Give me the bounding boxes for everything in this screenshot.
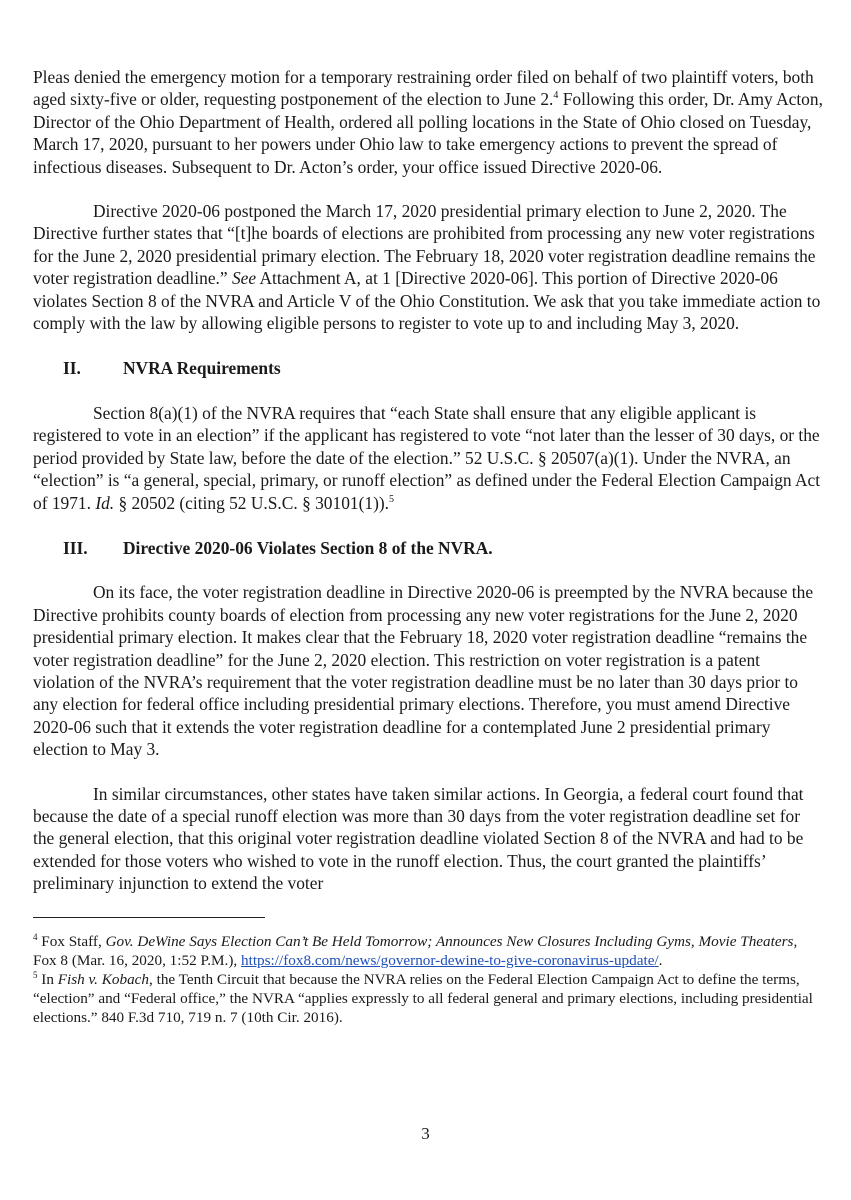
paragraph-continuation	[33, 66, 823, 178]
section-heading-3	[63, 537, 823, 559]
citation-id: Id.	[95, 492, 115, 513]
footnote-marker: 5	[33, 970, 38, 980]
paragraph-text: Attachment A, at 1 [Directive 2020-06]. This portion of Directive 2020-06 violates Section 8 of the NVRA and Article V of the Ohio Constitution. We ask that you take immediate action to comply with the law by allowing eligible persons to register to vote up to and including May 3, 2020.	[33, 268, 821, 334]
section-title: Directive 2020-06 Violates Section 8 of the NVRA.	[123, 537, 493, 558]
footnote-divider	[33, 917, 265, 918]
footnote-ref-5[interactable]: 5	[389, 493, 395, 505]
case-name: Fish v. Kobach	[57, 971, 150, 988]
paragraph-text: Directive 2020-06 postponed the March 17, 2020 presidential primary election to June 2, 2020. The Directive further states that “[t]he boards of elections are prohibited from processing any new voter registrations for the June 2, 2020 presidential primary election. The February 18, 2020 voter registration deadline remains the voter registration deadline.”	[33, 201, 816, 289]
section-title: NVRA Requirements	[123, 358, 281, 379]
paragraph-other-states: In similar circumstances, other states have taken similar actions. In Georgia, a federal court found that because the date of a special runoff election was more than 30 days from the voter registration deadline set for the general election, that this original voter registration deadline violated Section 8 of the NVRA and had to be extended for those voters who wished to vote in the runoff election. Thus, the court granted the plaintiffs’ preliminary injunction to extend the voter	[33, 783, 804, 894]
footnote-text: In	[37, 971, 58, 988]
paragraph-text: Following this order, Dr. Amy Acton, Director of the Ohio Department of Health, ordered all polling locations in the State of Ohio closed on Tuesday, March 17, 2020, pursuant to her powers under Ohio law to take emergency actions to prevent the spread of infectious diseases. Subsequent to Dr. Acton’s order, your office issued Directive 2020-06.	[33, 89, 823, 177]
section-number: III.	[63, 537, 88, 558]
footnote-text: , the Tenth Circuit that because the NVRA relies on the Federal Election Campaign Act to define the terms, “election” and “Federal office,” the NVRA “applies expressly to all federal general and primary elections, including presidential elections.” 840 F.3d 710, 719 n. 7 (10th Cir. 2016).	[33, 971, 813, 1027]
section-heading-2	[63, 357, 823, 379]
paragraph-nvra-requirements	[33, 402, 823, 514]
document-page	[33, 66, 823, 1028]
footnote-4	[33, 932, 823, 970]
footnote-ref-4[interactable]: 4	[553, 90, 559, 102]
footnote-text: .	[658, 951, 663, 969]
footnote-link[interactable]: https://fox8.com/news/governor-dewine-to-give-coronavirus-update/	[241, 951, 659, 969]
paragraph-text: Section 8(a)(1) of the NVRA requires that “each State shall ensure that any eligible applicant is registered to vote in an election” if the applicant has registered to vote “not later than the lesser of 30 days, or the period provided by State law, before the date of the election.” 52 U.S.C. § 20507(a)(1). Under the NVRA, an “election” is “a general, special, primary, or runoff election” as defined under the Federal Election Campaign Act of 1971.	[33, 402, 821, 513]
footnote-5	[33, 970, 823, 1028]
footnote-title: Gov. DeWine Says Election Can’t Be Held Tomorrow; Announces New Closures Including Gyms, Movie Theaters	[105, 932, 794, 950]
paragraph-preemption: On its face, the voter registration deadline in Directive 2020-06 is preempted by the NVRA because the Directive prohibits county boards of election from processing any new voter registrations for the June 2, 2020 presidential primary election. It makes clear that the February 18, 2020 voter registration deadline “remains the voter registration deadline” for the June 2, 2020 election. This restriction on voter registration is a patent violation of the NVRA’s requirement that the voter registration deadline must be no later than 30 days prior to any election for federal office including presidential primary elections. Therefore, you must amend Directive 2020-06 such that it extends the voter registration deadline for a contemplated June 2 presidential primary election to May 3.	[33, 582, 814, 760]
footnote-marker: 4	[33, 931, 38, 942]
paragraph-text: § 20502 (citing 52 U.S.C. § 30101(1)).	[114, 492, 390, 513]
paragraph-text: Pleas denied the emergency motion for a temporary restraining order filed on behalf of two plaintiff voters, both aged sixty-five or older, requesting postponement of the election to June 2.	[33, 67, 814, 110]
paragraph-directive	[33, 200, 823, 334]
page-number: 3	[421, 1124, 430, 1143]
signal-see: See	[231, 268, 257, 289]
section-number: II.	[63, 358, 81, 379]
footnote-text: Fox Staff,	[37, 932, 106, 950]
footnote-text: , Fox 8 (Mar. 16, 2020, 1:52 P.M.),	[33, 932, 798, 969]
